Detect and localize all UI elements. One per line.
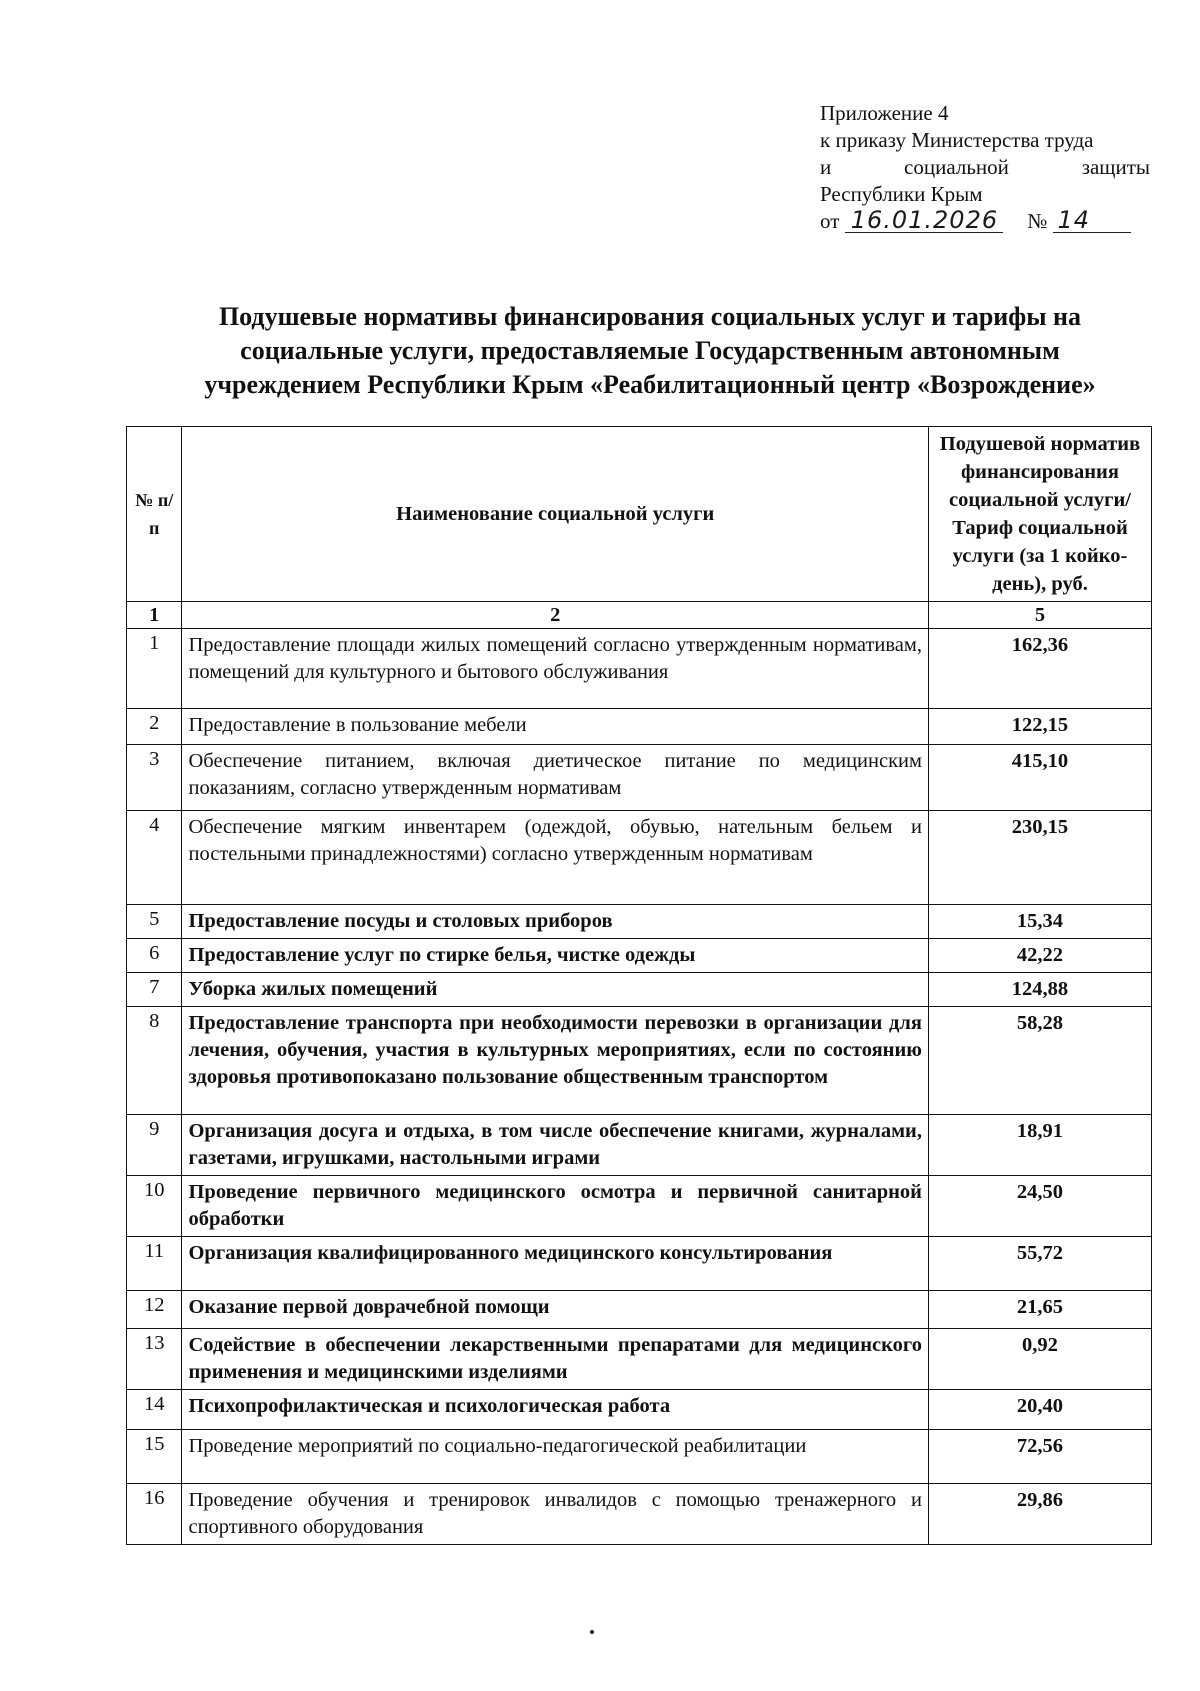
service-rate: 58,28 — [928, 1007, 1151, 1115]
table-row — [127, 745, 1152, 811]
services-table — [126, 426, 1152, 1545]
table-row — [127, 1176, 1152, 1237]
number-prefix: № — [1027, 209, 1048, 233]
table-index-row — [127, 602, 1152, 629]
date-prefix: от — [820, 209, 840, 233]
title-line-1: Подушевые нормативы финансирования социальных услуг и тарифы на — [218, 302, 1082, 331]
appendix-region: Республики Крым — [820, 182, 983, 206]
index-cell: 5 — [928, 602, 1151, 629]
service-rate: 230,15 — [928, 811, 1151, 905]
service-rate: 42,22 — [928, 939, 1151, 973]
service-rate: 18,91 — [928, 1115, 1151, 1176]
service-rate: 15,34 — [928, 905, 1151, 939]
table-row — [127, 1007, 1152, 1115]
service-name: Психопрофилактическая и психологическая работа — [182, 1390, 929, 1430]
title-line-2: социальные услуги, предоставляемые Государственным автономным — [240, 336, 1060, 365]
service-name: Проведение первичного медицинского осмотра и первичной санитарной обработки — [182, 1176, 929, 1237]
index-cell: 1 — [127, 602, 182, 629]
table-row — [127, 1115, 1152, 1176]
table-row — [127, 1430, 1152, 1484]
header-value: Подушевой норматив финансирования социальной услуги/Тариф социальной услуги (за 1 койко-день), руб. — [928, 427, 1151, 602]
row-number: 2 — [127, 709, 182, 745]
row-number: 5 — [127, 905, 182, 939]
table-row — [127, 1329, 1152, 1390]
service-rate: 0,92 — [928, 1329, 1151, 1390]
appendix-word: социальной — [904, 155, 1009, 179]
service-name: Уборка жилых помещений — [182, 973, 929, 1007]
header-name: Наименование социальной услуги — [182, 427, 929, 602]
service-name: Оказание первой доврачебной помощи — [182, 1291, 929, 1329]
service-name: Обеспечение мягким инвентарем (одеждой, обувью, нательным бельем и постельными принадлежностями) согласно утвержденным нормативам — [182, 811, 929, 905]
row-number: 12 — [127, 1291, 182, 1329]
service-name: Предоставление услуг по стирке белья, чистке одежды — [182, 939, 929, 973]
row-number: 10 — [127, 1176, 182, 1237]
row-number: 3 — [127, 745, 182, 811]
service-rate: 21,65 — [928, 1291, 1151, 1329]
table-row — [127, 1237, 1152, 1291]
table-row — [127, 629, 1152, 709]
row-number: 8 — [127, 1007, 182, 1115]
service-name: Проведение мероприятий по социально-педагогической реабилитации — [182, 1430, 929, 1484]
service-rate: 20,40 — [928, 1390, 1151, 1430]
table-row — [127, 939, 1152, 973]
service-rate: 24,50 — [928, 1176, 1151, 1237]
row-number: 13 — [127, 1329, 182, 1390]
service-name: Проведение обучения и тренировок инвалидов с помощью тренажерного и спортивного оборудования — [182, 1484, 929, 1545]
table-row — [127, 1484, 1152, 1545]
row-number: 1 — [127, 629, 182, 709]
table-row — [127, 1390, 1152, 1430]
service-rate: 55,72 — [928, 1237, 1151, 1291]
table-row — [127, 1291, 1152, 1329]
row-number: 16 — [127, 1484, 182, 1545]
appendix-number: Приложение 4 — [820, 101, 949, 125]
table-row — [127, 709, 1152, 745]
appendix-order-ref: к приказу Министерства труда — [820, 128, 1094, 152]
service-rate: 124,88 — [928, 973, 1151, 1007]
row-number: 14 — [127, 1390, 182, 1430]
appendix-note — [820, 100, 1150, 235]
service-rate: 415,10 — [928, 745, 1151, 811]
header-num: № п/п — [127, 427, 182, 602]
service-name: Обеспечение питанием, включая диетическое питание по медицинским показаниям, согласно утвержденным нормативам — [182, 745, 929, 811]
table-row — [127, 973, 1152, 1007]
row-number: 15 — [127, 1430, 182, 1484]
service-name: Организация досуга и отдыха, в том числе обеспечение книгами, журналами, газетами, игрушками, настольными играми — [182, 1115, 929, 1176]
service-name: Организация квалифицированного медицинского консультирования — [182, 1237, 929, 1291]
service-name: Предоставление в пользование мебели — [182, 709, 929, 745]
appendix-word: защиты — [1081, 155, 1150, 179]
service-name: Предоставление площади жилых помещений согласно утвержденным нормативам, помещений для культурного и бытового обслуживания — [182, 629, 929, 709]
handwritten-number: 14 — [1053, 208, 1131, 233]
service-rate: 29,86 — [928, 1484, 1151, 1545]
index-cell: 2 — [182, 602, 929, 629]
table-header-row — [127, 427, 1152, 602]
row-number: 11 — [127, 1237, 182, 1291]
title-line-3: учреждением Республики Крым «Реабилитационный центр «Возрождение» — [204, 370, 1096, 399]
appendix-date-line — [820, 208, 1150, 235]
appendix-word: и — [820, 155, 832, 179]
table-row — [127, 905, 1152, 939]
handwritten-date: 16.01.2026 — [845, 208, 1003, 233]
row-number: 4 — [127, 811, 182, 905]
service-rate: 122,15 — [928, 709, 1151, 745]
scan-mark — [590, 1630, 594, 1634]
row-number: 7 — [127, 973, 182, 1007]
document-title — [150, 300, 1150, 402]
service-rate: 72,56 — [928, 1430, 1151, 1484]
row-number: 9 — [127, 1115, 182, 1176]
service-name: Предоставление транспорта при необходимости перевозки в организации для лечения, обучения, участия в культурных мероприятиях, если по состоянию здоровья противопоказано пользование общественным транспортом — [182, 1007, 929, 1115]
service-name: Предоставление посуды и столовых приборов — [182, 905, 929, 939]
service-name: Содействие в обеспечении лекарственными препаратами для медицинского применения и медицинскими изделиями — [182, 1329, 929, 1390]
row-number: 6 — [127, 939, 182, 973]
table-row — [127, 811, 1152, 905]
appendix-ministry-line — [820, 154, 1150, 181]
service-rate: 162,36 — [928, 629, 1151, 709]
